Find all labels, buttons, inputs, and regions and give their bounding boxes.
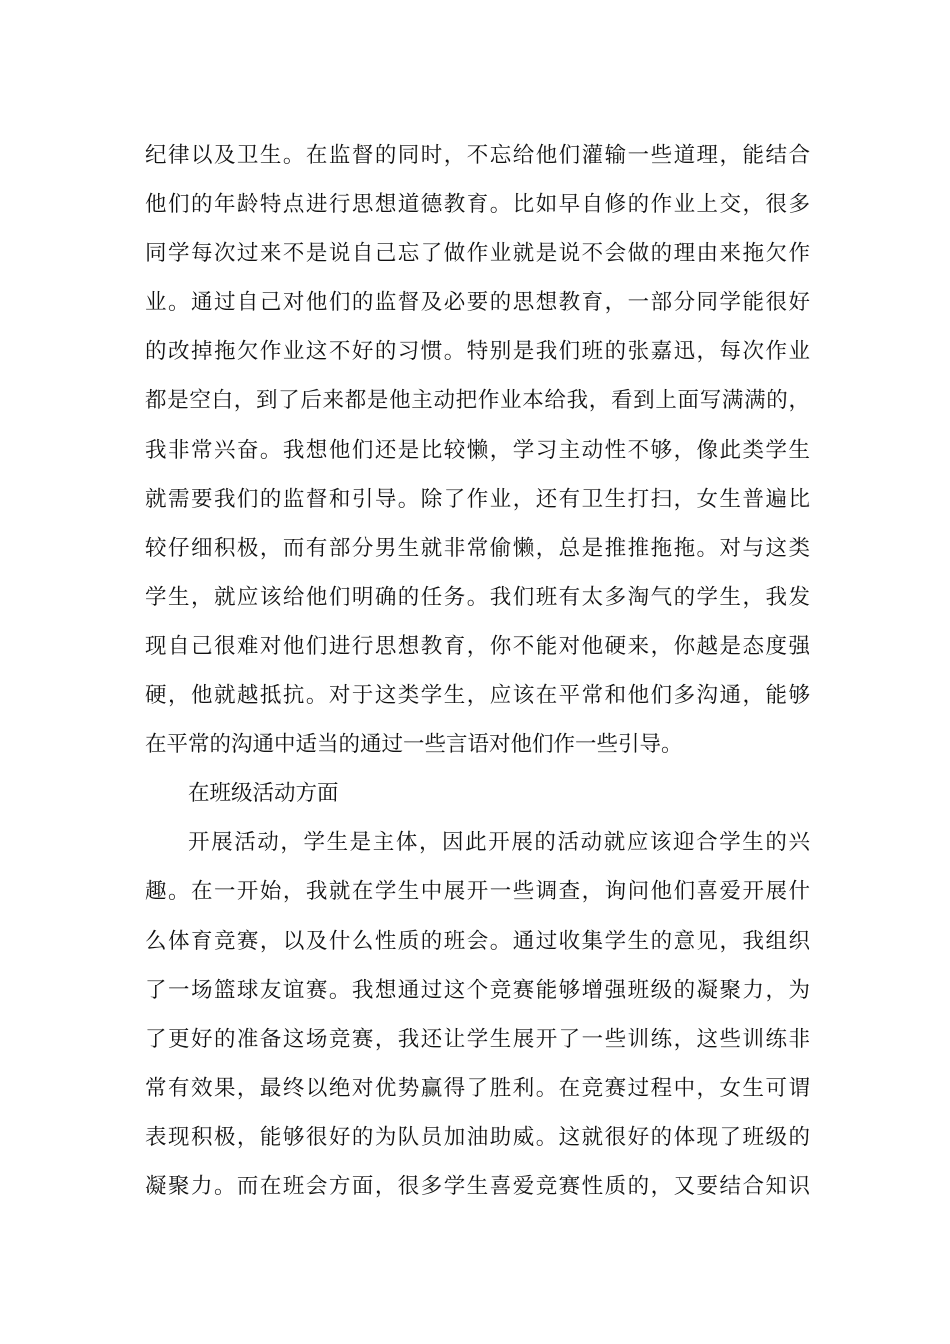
text-line: 学生，就应该给他们明确的任务。我们班有太多淘气的学生，我发 xyxy=(145,584,810,610)
text-line: 了更好的准备这场竞赛，我还让学生展开了一些训练，这些训练非 xyxy=(145,1026,810,1052)
text-line: 现自己很难对他们进行思想教育，你不能对他硬来，你越是态度强 xyxy=(145,633,810,659)
text-line: 常有效果，最终以绝对优势赢得了胜利。在竞赛过程中，女生可谓 xyxy=(145,1075,810,1101)
text-line: 我非常兴奋。我想他们还是比较懒，学习主动性不够，像此类学生 xyxy=(145,437,810,463)
text-line: 业。通过自己对他们的监督及必要的思想教育，一部分同学能很好 xyxy=(145,290,810,316)
paragraph-discipline xyxy=(145,131,810,769)
text-line: 就需要我们的监督和引导。除了作业，还有卫生打扫，女生普遍比 xyxy=(145,486,810,512)
text-line: 开展活动，学生是主体，因此开展的活动就应该迎合学生的兴 xyxy=(188,830,810,856)
text-line: 他们的年龄特点进行思想道德教育。比如早自修的作业上交，很多 xyxy=(145,192,810,218)
text-line: 的改掉拖欠作业这不好的习惯。特别是我们班的张嘉迅，每次作业 xyxy=(145,339,810,365)
text-line: 同学每次过来不是说自己忘了做作业就是说不会做的理由来拖欠作 xyxy=(145,241,810,267)
text-line: 硬，他就越抵抗。对于这类学生，应该在平常和他们多沟通，能够 xyxy=(145,683,810,709)
document-body xyxy=(145,131,810,1211)
section-heading: 在班级活动方面 xyxy=(188,781,339,807)
text-line: 在平常的沟通中适当的通过一些言语对他们作一些引导。 xyxy=(145,732,683,758)
text-line: 趣。在一开始，我就在学生中展开一些调查，询问他们喜爱开展什 xyxy=(145,879,810,905)
text-line: 都是空白，到了后来都是他主动把作业本给我，看到上面写满满的， xyxy=(145,388,810,414)
text-line: 凝聚力。而在班会方面，很多学生喜爱竞赛性质的，又要结合知识 xyxy=(145,1173,810,1199)
text-line: 表现积极，能够很好的为队员加油助威。这就很好的体现了班级的 xyxy=(145,1124,810,1150)
paragraph-activities xyxy=(145,818,810,1211)
text-line: 么体育竞赛，以及什么性质的班会。通过收集学生的意见，我组织 xyxy=(145,928,810,954)
text-line: 较仔细积极，而有部分男生就非常偷懒，总是推推拖拖。对与这类 xyxy=(145,535,810,561)
text-line: 了一场篮球友谊赛。我想通过这个竞赛能够增强班级的凝聚力，为 xyxy=(145,977,810,1003)
text-line: 纪律以及卫生。在监督的同时，不忘给他们灌输一些道理，能结合 xyxy=(145,143,810,168)
